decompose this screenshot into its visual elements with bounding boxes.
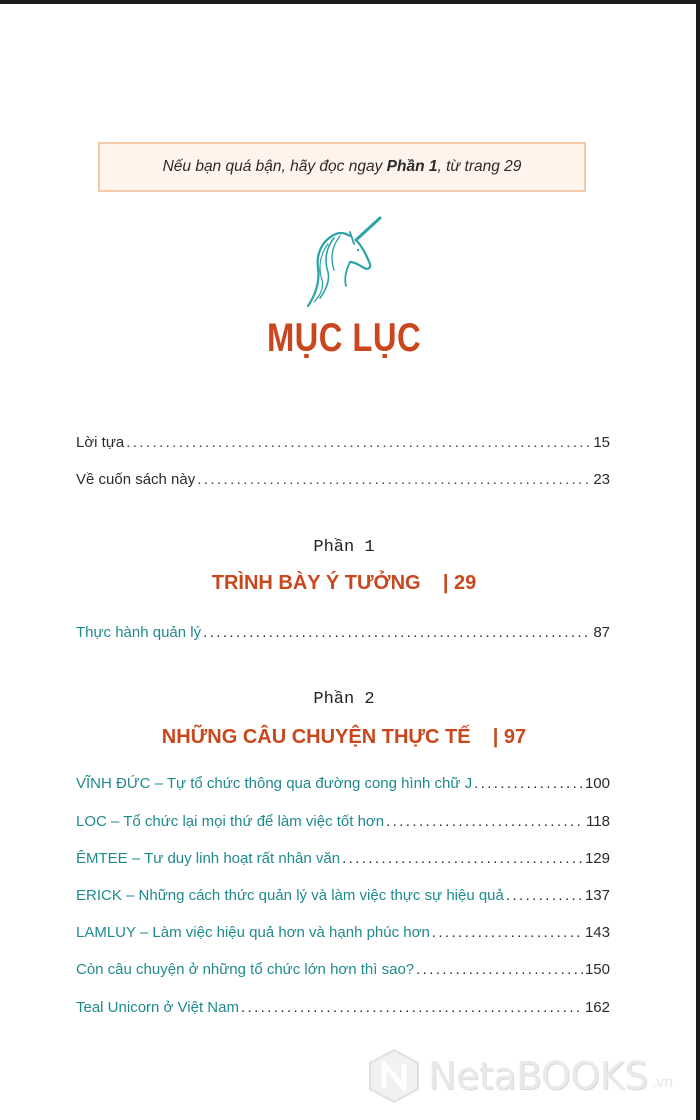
dot-leader bbox=[342, 848, 583, 870]
page-title: MỤC LỤC bbox=[266, 316, 422, 360]
toc-entry-page: 15 bbox=[593, 434, 610, 451]
watermark-brand: NetaBOOKS bbox=[428, 1054, 648, 1098]
toc-entry[interactable] bbox=[76, 848, 610, 870]
part2-label: Phần 2 bbox=[313, 690, 375, 709]
dot-leader bbox=[432, 922, 583, 944]
toc-entry-page: 150 bbox=[584, 961, 610, 978]
watermark bbox=[368, 1046, 673, 1106]
part2-title: NHỮNG CÂU CHUYỆN THỰC TẾ bbox=[161, 726, 471, 748]
toc-entry-label: Về cuốn sách này bbox=[76, 471, 196, 488]
part1-label: Phần 1 bbox=[313, 538, 375, 557]
toc-entry-page: 118 bbox=[586, 813, 610, 830]
page-right-border bbox=[696, 0, 700, 1120]
dot-leader bbox=[506, 885, 583, 907]
toc-entry-label: Lời tựa bbox=[76, 434, 125, 451]
unicorn-icon bbox=[300, 214, 382, 310]
toc-entry-page: 100 bbox=[584, 775, 610, 792]
watermark-suffix: .vn bbox=[651, 1074, 674, 1091]
dot-leader bbox=[416, 959, 583, 981]
toc-entry[interactable] bbox=[76, 622, 610, 644]
dot-leader bbox=[203, 622, 591, 644]
dot-leader bbox=[386, 811, 584, 833]
netabooks-logo-icon bbox=[368, 1048, 420, 1104]
toc-entry[interactable] bbox=[76, 959, 610, 981]
toc-entry-label: ERICK – Những cách thức quản lý và làm việc thực sự hiệu quả bbox=[76, 887, 504, 904]
toc-entry[interactable] bbox=[76, 773, 610, 795]
toc-entry-page: 162 bbox=[584, 999, 610, 1016]
toc-entry-label: LAMLUY – Làm việc hiệu quả hơn và hạnh phúc hơn bbox=[76, 924, 430, 941]
toc-entry-label: Còn câu chuyện ở những tổ chức lớn hơn thì sao? bbox=[76, 961, 415, 978]
toc-entry[interactable] bbox=[76, 922, 610, 944]
dot-leader bbox=[197, 469, 591, 491]
part2-page: | 97 bbox=[492, 726, 527, 748]
dot-leader bbox=[474, 773, 583, 795]
toc-entry[interactable] bbox=[76, 997, 610, 1019]
part1-page: | 29 bbox=[442, 572, 477, 594]
toc-entry-page: 87 bbox=[593, 624, 610, 641]
toc-entry[interactable] bbox=[76, 811, 610, 833]
page-top-border bbox=[0, 0, 700, 4]
part1-title: TRÌNH BÀY Ý TƯỞNG bbox=[211, 572, 421, 594]
toc-entry-page: 129 bbox=[584, 850, 610, 867]
toc-entry[interactable] bbox=[76, 432, 610, 454]
notice-bold-text: Phần 1 bbox=[386, 158, 438, 175]
notice-text-before: Nếu bạn quá bận, hãy đọc ngay bbox=[162, 158, 387, 175]
part2-heading bbox=[0, 726, 688, 749]
dot-leader bbox=[241, 997, 583, 1019]
toc-entry-label: ÊMTEE – Tư duy linh hoạt rất nhân văn bbox=[76, 850, 341, 867]
toc-entry-label: LOC – Tổ chức lại mọi thứ để làm việc tốt hơn bbox=[76, 813, 385, 830]
toc-entry-label: Thực hành quản lý bbox=[76, 624, 202, 641]
dot-leader bbox=[126, 432, 591, 454]
part1-heading bbox=[0, 572, 688, 595]
toc-entry[interactable] bbox=[76, 885, 610, 907]
toc-entry-label: VĨNH ĐỨC – Tự tổ chức thông qua đường cong hình chữ J bbox=[76, 775, 473, 792]
toc-entry-label: Teal Unicorn ở Việt Nam bbox=[76, 999, 239, 1016]
toc-entry-page: 137 bbox=[584, 887, 610, 904]
toc-entry[interactable] bbox=[76, 469, 610, 491]
quick-read-notice bbox=[98, 142, 586, 192]
notice-text-after: , từ trang 29 bbox=[437, 158, 522, 175]
toc-entry-page: 23 bbox=[593, 471, 610, 488]
toc-entry-page: 143 bbox=[584, 924, 610, 941]
